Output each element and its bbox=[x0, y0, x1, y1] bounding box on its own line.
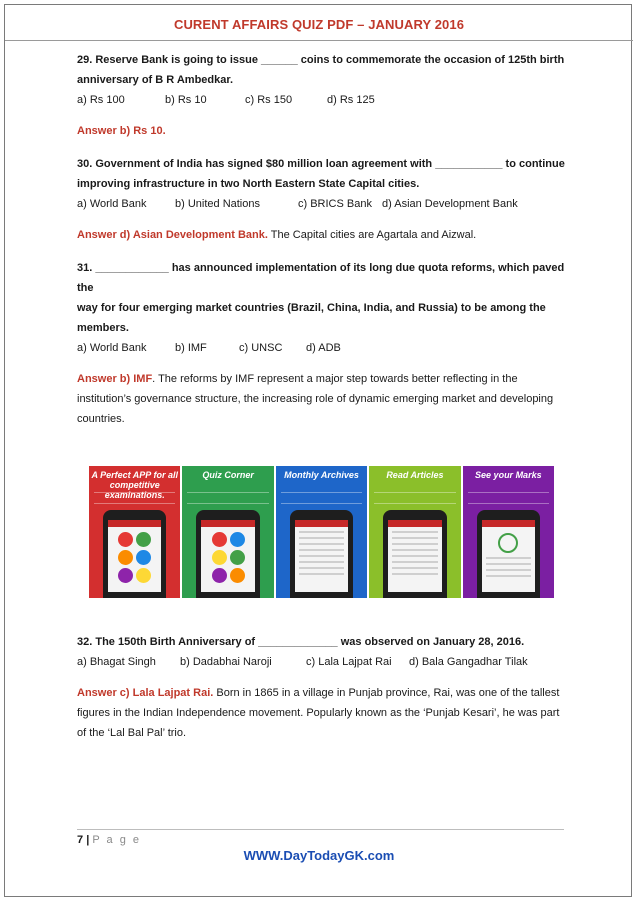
option-a: a) Bhagat Singh bbox=[77, 656, 156, 668]
page-header-title: CURENT AFFAIRS QUIZ PDF – JANUARY 2016 bbox=[173, 17, 465, 32]
answer-text: Answer d) Asian Development Bank. bbox=[77, 229, 268, 241]
question-29 bbox=[77, 50, 567, 141]
quiz-content bbox=[77, 50, 567, 429]
answer-text: Answer c) Lala Lajpat Rai. bbox=[77, 687, 214, 699]
banner-panel-title: Quiz Corner bbox=[202, 470, 254, 480]
answer-explanation: The Capital cities are Agartala and Aizwal. bbox=[267, 229, 477, 241]
banner-panel-title: Read Articles bbox=[386, 470, 444, 480]
banner-panel-articles bbox=[369, 466, 460, 598]
quiz-content-continued bbox=[77, 632, 567, 743]
page-label: P a g e bbox=[92, 834, 141, 846]
footer-divider bbox=[77, 829, 564, 830]
options-row bbox=[77, 338, 567, 358]
phone-icon bbox=[103, 510, 166, 598]
option-d: d) Rs 125 bbox=[327, 94, 375, 106]
question-text: way for four emerging market countries (Brazil, China, India, and Russia) to be among the bbox=[77, 302, 546, 314]
option-a: a) World Bank bbox=[77, 342, 147, 354]
page-number: 7 | P a g e bbox=[77, 834, 141, 846]
option-b: b) IMF bbox=[175, 342, 207, 354]
option-d: d) Bala Gangadhar Tilak bbox=[409, 656, 528, 668]
question-text: 32. The 150th Birth Anniversary of _____________ was observed on January 28, 2016. bbox=[77, 636, 525, 648]
option-a: a) Rs 100 bbox=[77, 94, 125, 106]
phone-icon bbox=[477, 510, 540, 598]
question-30 bbox=[77, 154, 567, 245]
options-row bbox=[77, 652, 567, 672]
answer-explanation: countries. bbox=[77, 413, 125, 425]
question-text: 31. ____________ has announced implementation of its long due quota reforms, which paved the bbox=[77, 262, 565, 294]
website-link[interactable]: WWW.DayTodayGK.com bbox=[243, 848, 395, 863]
banner-panel-title: See your Marks bbox=[475, 470, 542, 480]
question-31 bbox=[77, 258, 567, 429]
option-c: c) Rs 150 bbox=[245, 94, 293, 106]
question-text: 29. Reserve Bank is going to issue ______ coins to commemorate the occasion of 125th birth bbox=[77, 54, 565, 66]
option-b: b) United Nations bbox=[175, 198, 260, 210]
option-b: b) Dadabhai Naroji bbox=[180, 656, 272, 668]
banner-panel-title: Monthly Archives bbox=[284, 470, 359, 480]
answer-explanation: of the ‘Lal Bal Pal’ trio. bbox=[77, 727, 187, 739]
option-a: a) World Bank bbox=[77, 198, 147, 210]
question-32 bbox=[77, 632, 567, 743]
question-text: improving infrastructure in two North Eastern State Capital cities. bbox=[77, 178, 420, 190]
options-row bbox=[77, 90, 567, 110]
answer-text: Answer b) Rs 10. bbox=[77, 125, 166, 137]
question-text: members. bbox=[77, 322, 129, 334]
banner-panel-title: A Perfect APP for all competitive examinations. bbox=[91, 470, 178, 500]
answer-text: Answer b) IMF bbox=[77, 373, 153, 385]
header-divider bbox=[5, 40, 633, 41]
phone-icon bbox=[383, 510, 446, 598]
app-promo-banner bbox=[89, 466, 554, 598]
answer-explanation: . The reforms by IMF represent a major step towards better reflecting in the bbox=[152, 373, 518, 385]
banner-panel-archives bbox=[276, 466, 367, 598]
option-c: c) Lala Lajpat Rai bbox=[306, 656, 392, 668]
banner-panel-quiz bbox=[182, 466, 273, 598]
banner-panel-marks bbox=[463, 466, 554, 598]
answer-explanation: institution’s governance structure, the increasing role of dynamic emerging market and developing bbox=[77, 393, 554, 405]
page-number-value: 7 bbox=[77, 834, 84, 846]
banner-panel-app bbox=[89, 466, 180, 598]
option-d: d) ADB bbox=[306, 342, 341, 354]
option-b: b) Rs 10 bbox=[165, 94, 207, 106]
option-c: c) UNSC bbox=[239, 342, 283, 354]
option-c: c) BRICS Bank bbox=[298, 198, 372, 210]
answer-explanation: figures in the Indian Independence movement. Popularly known as the ‘Punjab Kesari’, he was part bbox=[77, 707, 560, 719]
phone-icon bbox=[290, 510, 353, 598]
question-text: 30. Government of India has signed $80 million loan agreement with ___________ to continue bbox=[77, 158, 565, 170]
question-text: anniversary of B R Ambedkar. bbox=[77, 74, 234, 86]
answer-explanation: Born in 1865 in a village in Punjab province, Rai, was one of the tallest bbox=[213, 687, 560, 699]
phone-icon bbox=[196, 510, 259, 598]
options-row bbox=[77, 194, 567, 214]
option-d: d) Asian Development Bank bbox=[382, 198, 518, 210]
